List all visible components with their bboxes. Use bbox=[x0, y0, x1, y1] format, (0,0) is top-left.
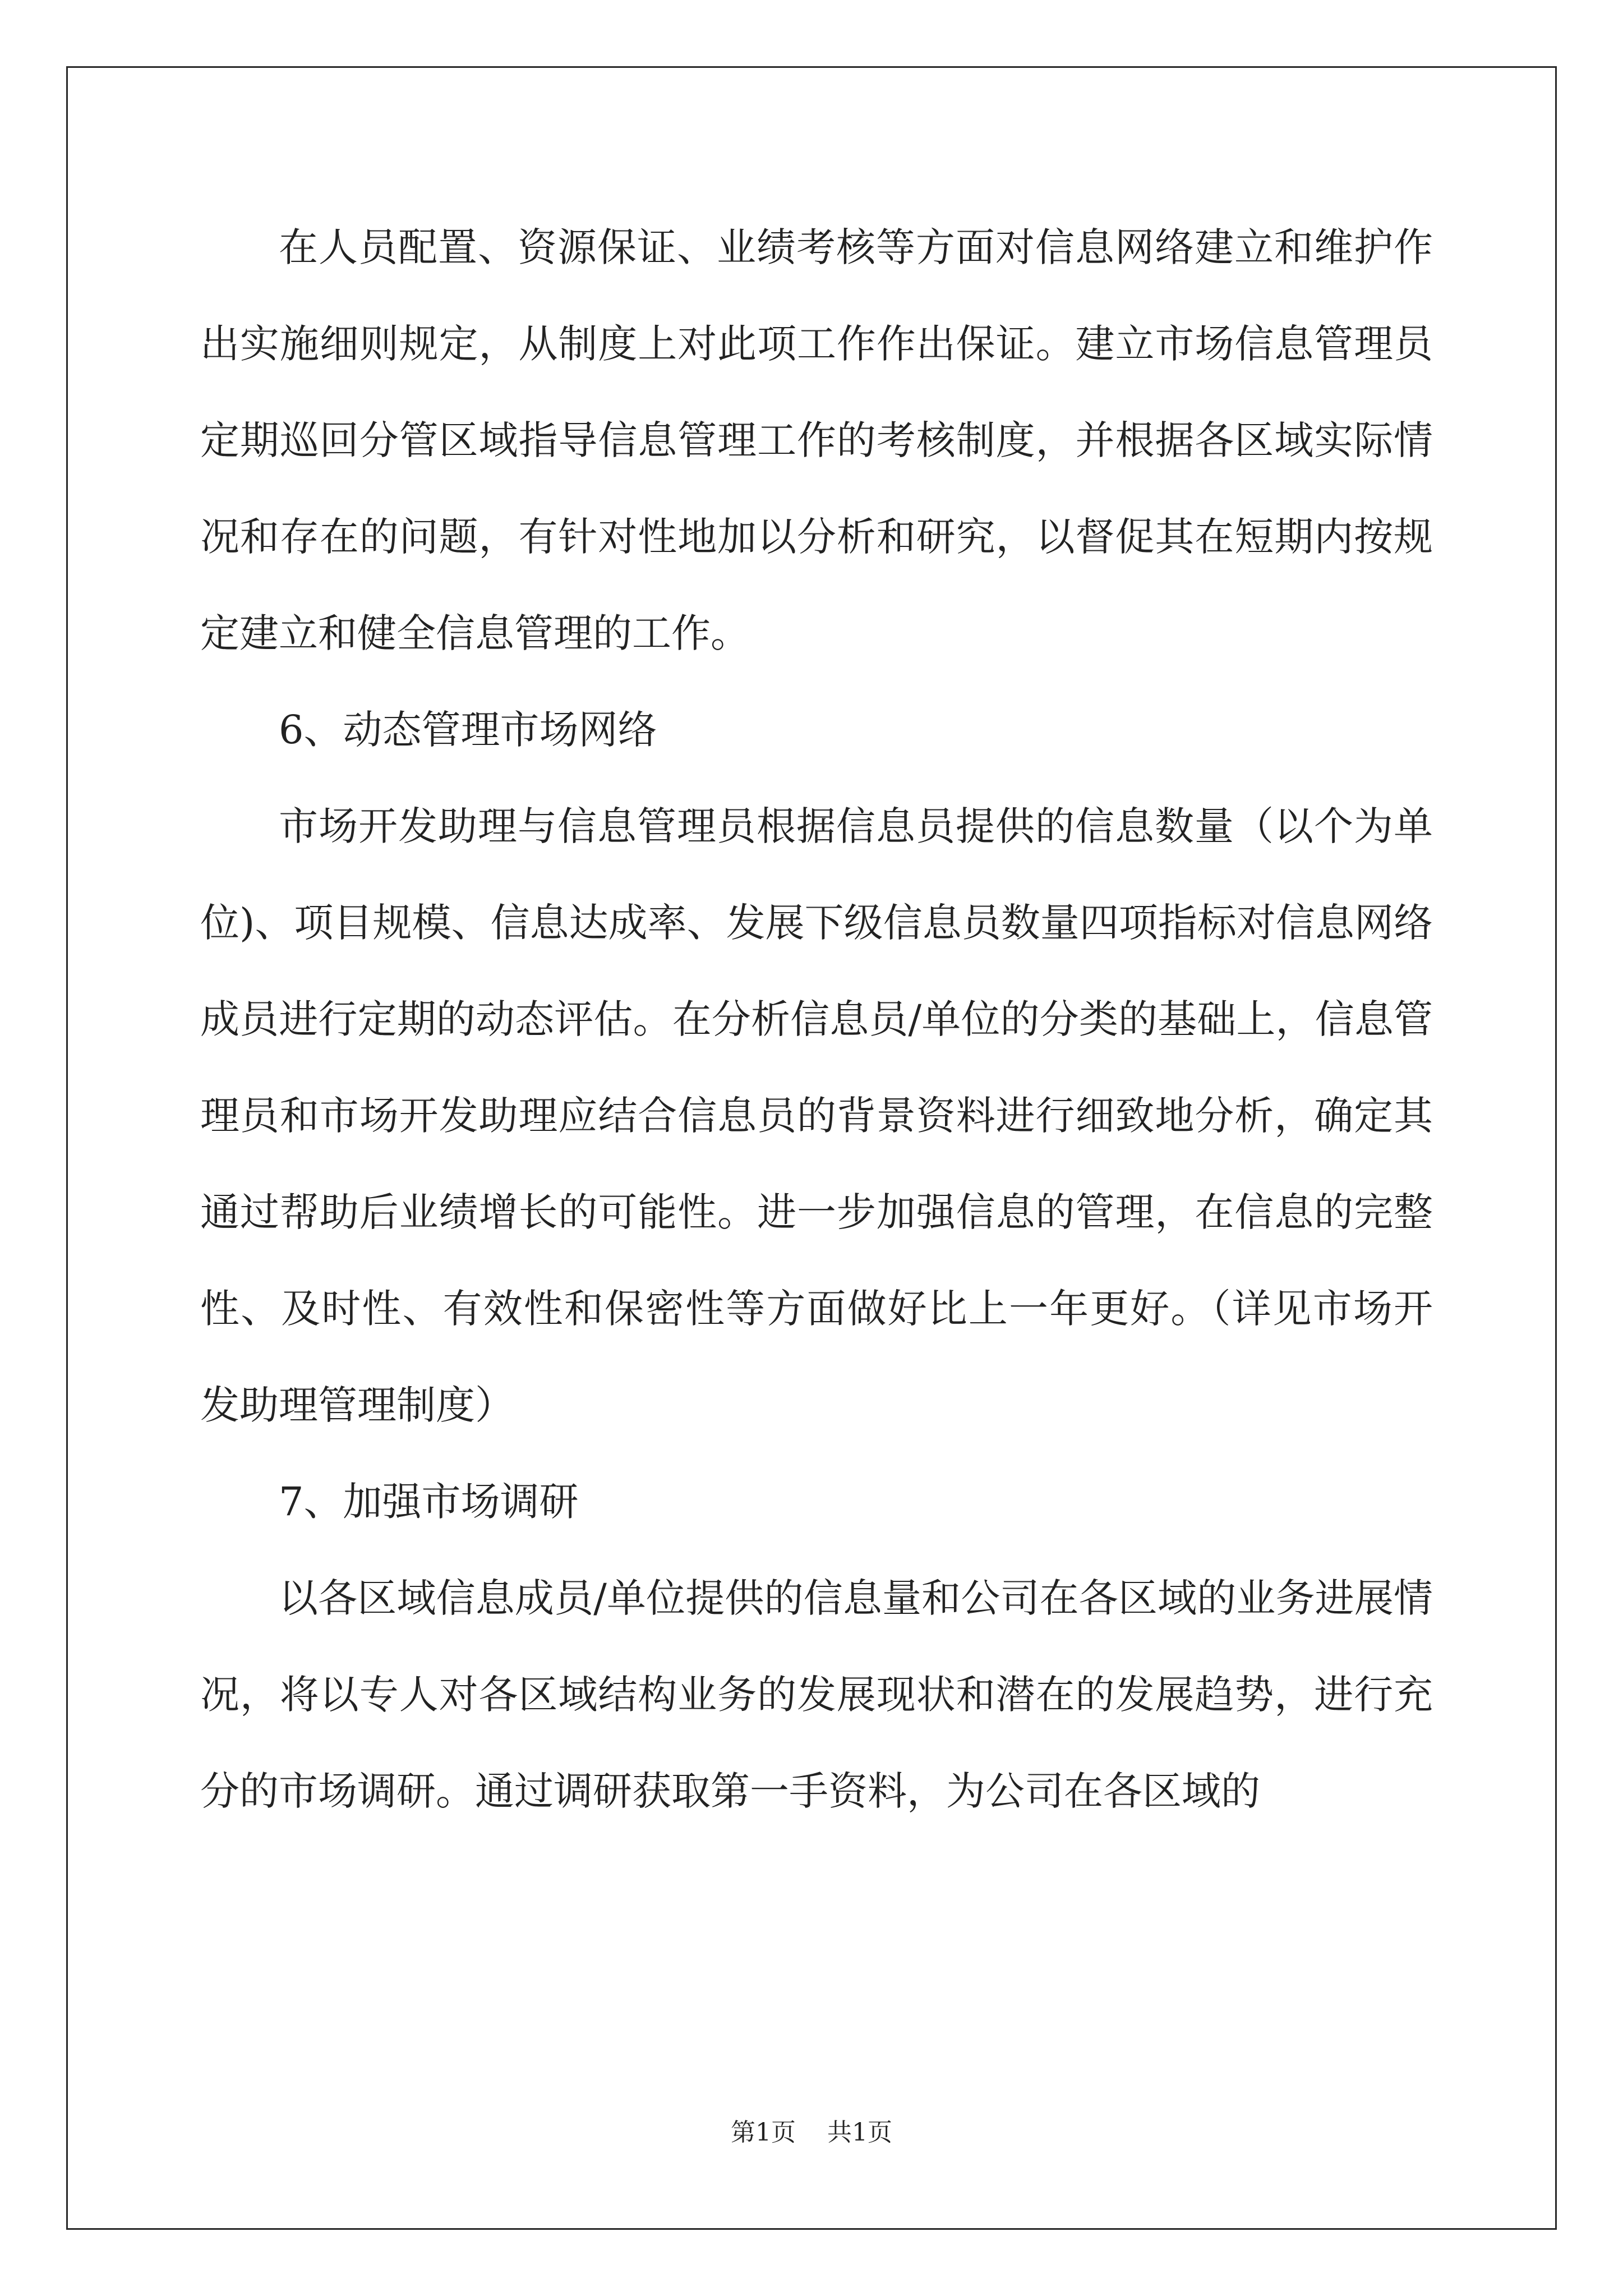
paragraph: 在人员配置、资源保证、业绩考核等方面对信息网络建立和维护作出实施细则规定，从制度上对此项工作作出保证。建立市场信息管理员定期巡回分管区域指导信息管理工作的考核制度，并根据各区域实际情况和存在的问题，有针对性地加以分析和研究，以督促其在短期内按规定建立和健全信息管理的工作。 bbox=[200, 224, 1433, 656]
section-heading: 7、加强市场调研 bbox=[279, 1479, 579, 1525]
page-total: 共1页 bbox=[827, 2118, 892, 2147]
paragraph: 以各区域信息成员/单位提供的信息量和公司在各区域的业务进展情况，将以专人对各区域结构业务的发展现状和潜在的发展趋势，进行充分的市场调研。通过调研获取第一手资料，为公司在各区域的 bbox=[200, 1575, 1433, 1814]
paragraph: 市场开发助理与信息管理员根据信息员提供的信息数量（以个为单位)、项目规模、信息达成率、发展下级信息员数量四项指标对信息网络成员进行定期的动态评估。在分析信息员/单位的分类的基础上，信息管理员和市场开发助理应结合信息员的背景资料进行细致地分析，确定其通过帮助后业绩增长的可能性。进一步加强信息的管理，在信息的完整性、及时性、有效性和保密性等方面做好比上一年更好。（详见市场开发助理管理制度） bbox=[200, 803, 1433, 1428]
page-number: 第1页 bbox=[731, 2118, 796, 2147]
document-body bbox=[200, 199, 1433, 1839]
section-heading: 6、动态管理市场网络 bbox=[279, 707, 657, 753]
page-footer bbox=[0, 2112, 1623, 2148]
